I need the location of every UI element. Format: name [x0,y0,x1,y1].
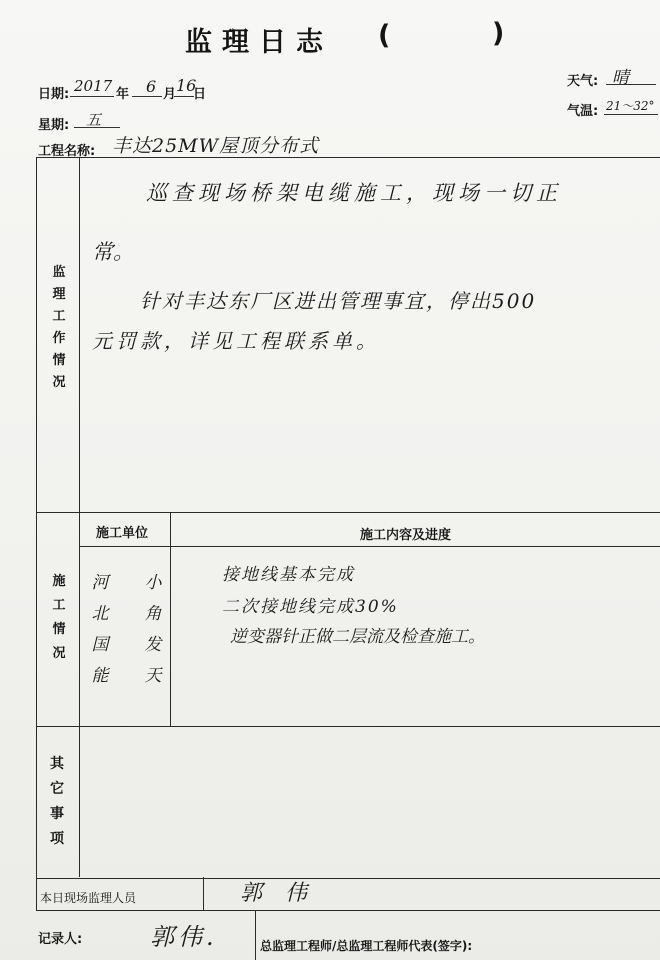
construction-progress-header: 施工内容及进度 [360,528,452,543]
footer-chief-divider [255,910,256,960]
recorder-label: 记录人: [38,932,83,947]
weekday-underline [74,127,120,128]
title-paren-close: ) [492,18,505,49]
date-label: 日期: [38,87,70,102]
temp-label: 气温: [567,104,599,119]
supervision-line-3: 针对丰达东厂区进出管理事宜，停出500 [140,289,537,313]
other-top-rule [36,726,660,727]
title-paren-open: ( [378,20,391,51]
other-label: 其 它 事 项 [50,756,64,847]
weather-label: 天气: [567,74,599,89]
year-underline [70,96,114,97]
day-unit: 日 [193,87,207,102]
label-column-divider [79,157,80,877]
construction-unit-col-1: 河 北 国 能 [91,573,109,686]
footer-staff-divider [203,877,204,910]
construction-progress-line-1: 接地线基本完成 [222,565,355,585]
supervision-line-2: 常。 [92,240,134,264]
construction-unit-col-2: 小 角 发 天 [144,573,162,686]
temp-underline [604,114,658,115]
construction-header-rule [79,546,660,547]
supervision-line-4: 元罚款，详见工程联系单。 [92,329,380,353]
weekday-label: 星期: [38,118,70,133]
construction-unit-header: 施工单位 [96,526,149,541]
construction-label: 施 工 情 况 [52,574,66,661]
supervision-line-1: 巡查现场桥架电缆施工，现场一切正 [146,181,562,205]
footer-left-edge [36,877,37,910]
weather-underline [606,84,656,85]
construction-progress-line-3: 逆变器针正做二层流及检查施工。 [230,627,485,647]
recorder-signature: 郭伟. [150,923,218,951]
project-label: 工程名称: [38,144,96,159]
weekday-value: 五 [86,111,102,129]
staff-label: 本日现场监理人员 [40,891,137,905]
construction-col-divider [170,512,171,726]
month-underline [132,96,162,97]
month-unit: 月 [163,87,177,102]
footer-mid-rule [36,910,660,911]
construction-top-rule [36,512,660,513]
page-title: 监理日志 [185,27,333,58]
chief-label: 总监理工程师/总监理工程师代表(签字): [260,939,473,953]
construction-progress-line-2: 二次接地线完成30% [222,597,399,617]
temp-value: 21～32° [606,99,655,113]
year-unit: 年 [116,87,130,102]
date-day: 16 [176,76,197,95]
date-month: 6 [146,77,157,96]
weather-value: 晴 [612,68,629,88]
staff-signature: 郭 伟 [240,881,315,906]
date-year: 2017 [74,77,113,95]
supervision-label: 监 理 工 作 情 况 [52,265,66,390]
project-name: 丰达25MW屋顶分布式 [112,135,320,157]
day-underline [174,96,194,97]
